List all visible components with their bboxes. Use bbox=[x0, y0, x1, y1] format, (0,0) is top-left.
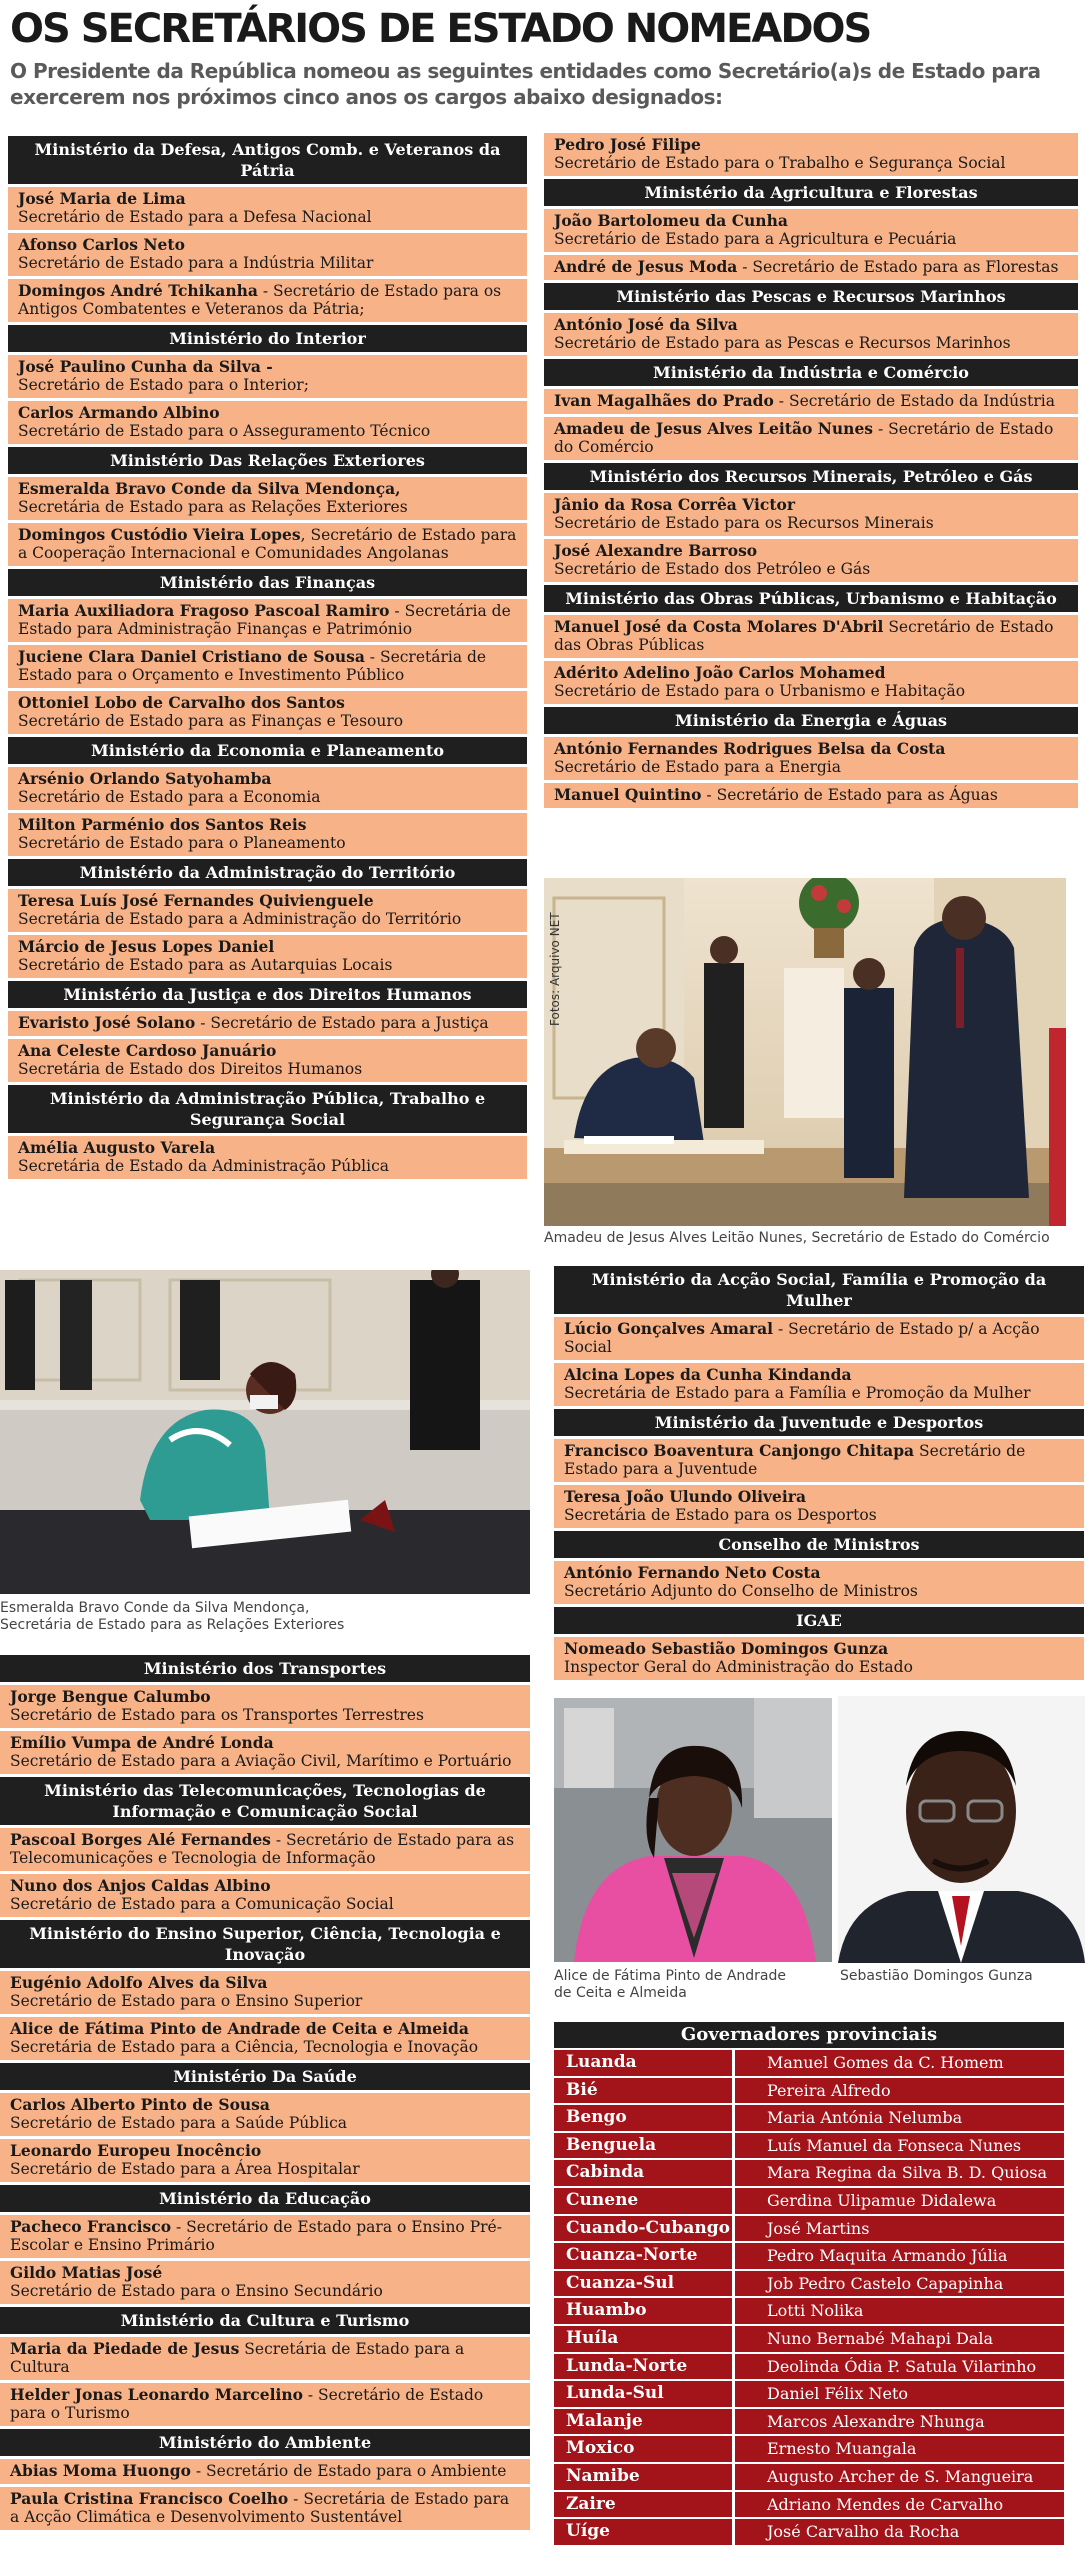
appointee-entry bbox=[8, 477, 527, 520]
photo3-caption: Alice de Fátima Pinto de Andrade de Ceita e Almeida bbox=[554, 1968, 786, 2001]
appointee-role: Inspector Geral do Administração do Estado bbox=[564, 1658, 913, 1676]
appointee-role: Secretário de Estado para a Defesa Nacional bbox=[18, 208, 372, 226]
appointee-role: Secretário de Estado para as Pescas e Recursos Marinhos bbox=[554, 334, 1011, 352]
appointee-entry bbox=[544, 389, 1078, 414]
appointee-role: Secretário de Estado para a Aviação Civil, Marítimo e Portuário bbox=[10, 1752, 512, 1770]
appointee-entry bbox=[544, 209, 1078, 252]
ministry-header: Ministério Das Relações Exteriores bbox=[8, 447, 527, 474]
appointee-name: António Fernandes Rodrigues Belsa da Costa bbox=[554, 739, 946, 758]
photo-amadeu-signing bbox=[544, 878, 1066, 1226]
appointee-role: Secretário de Estado para a Indústria Militar bbox=[18, 254, 374, 272]
appointee-role: Secretário de Estado para o Urbanismo e Habitação bbox=[554, 682, 966, 700]
ministry-header: Ministério da Economia e Planeamento bbox=[8, 737, 527, 764]
appointee-entry bbox=[554, 1485, 1084, 1528]
appointee-name: Pascoal Borges Alé Fernandes bbox=[10, 1830, 271, 1849]
governor-row bbox=[554, 2492, 1064, 2518]
ministry-header: Ministério das Obras Públicas, Urbanismo e Habitação bbox=[544, 585, 1078, 612]
appointee-name: Carlos Armando Albino bbox=[18, 403, 220, 422]
appointee-entry bbox=[8, 889, 527, 932]
appointee-name: Jorge Bengue Calumbo bbox=[10, 1687, 211, 1706]
column-right-top bbox=[544, 130, 1078, 811]
appointee-name: Domingos Custódio Vieira Lopes bbox=[18, 525, 301, 544]
appointee-name: Nuno dos Anjos Caldas Albino bbox=[10, 1876, 271, 1895]
appointee-role: , Secretário de Estado para a Cooperação Internacional e Comunidades Angolanas bbox=[18, 526, 517, 562]
appointee-role: Secretário de Estado para o Asseguramento Técnico bbox=[18, 422, 431, 440]
appointee-entry bbox=[8, 935, 527, 978]
ministry-header: Ministério das Finanças bbox=[8, 569, 527, 596]
appointee-name: Evaristo José Solano bbox=[18, 1013, 196, 1032]
governor-name: Pedro Maquita Armando Júlia bbox=[735, 2243, 1064, 2269]
governor-name: Marcos Alexandre Nhunga bbox=[735, 2409, 1064, 2435]
appointee-entry bbox=[554, 1317, 1084, 1360]
photo-esmeralda-signing bbox=[0, 1270, 530, 1594]
appointee-entry bbox=[8, 813, 527, 856]
appointee-entry bbox=[8, 187, 527, 230]
appointee-role: - Secretário de Estado para as Telecomunicações e Tecnologia de Informação bbox=[10, 1831, 515, 1867]
appointee-role: Secretário de Estado para o Ensino Secundário bbox=[10, 2282, 383, 2300]
appointee-entry bbox=[544, 539, 1078, 582]
province-name: Namibe bbox=[554, 2464, 732, 2490]
appointee-entry bbox=[544, 493, 1078, 536]
appointee-role: - Secretário de Estado para as Águas bbox=[701, 786, 998, 804]
photo4-caption: Sebastião Domingos Gunza bbox=[840, 1968, 1033, 1984]
governor-row bbox=[554, 2519, 1064, 2545]
appointee-name: Alice de Fátima Pinto de Andrade de Ceita e Almeida bbox=[10, 2019, 469, 2038]
appointee-name: Ana Celeste Cardoso Januário bbox=[18, 1041, 277, 1060]
governor-row bbox=[554, 2243, 1064, 2269]
appointee-role: Secretário de Estado para a Área Hospitalar bbox=[10, 2160, 360, 2178]
appointee-entry bbox=[544, 661, 1078, 704]
appointee-entry bbox=[8, 1039, 527, 1082]
governor-name: Augusto Archer de S. Mangueira bbox=[735, 2464, 1064, 2490]
governor-row bbox=[554, 2409, 1064, 2435]
governor-name: Maria Antónia Nelumba bbox=[735, 2105, 1064, 2131]
appointee-name: José Maria de Lima bbox=[18, 189, 186, 208]
appointee-name: Ottoniel Lobo de Carvalho dos Santos bbox=[18, 693, 345, 712]
governor-row bbox=[554, 2271, 1064, 2297]
governor-row bbox=[554, 2216, 1064, 2242]
ministry-header: Ministério do Ambiente bbox=[0, 2429, 530, 2456]
photo2-caption: Esmeralda Bravo Conde da Silva Mendonça, Secretária de Estado para as Relações Exteriores bbox=[0, 1600, 345, 1633]
appointee-name: Esmeralda Bravo Conde da Silva Mendonça, bbox=[18, 479, 401, 498]
appointee-name: Eugénio Adolfo Alves da Silva bbox=[10, 1973, 268, 1992]
ministry-header: Ministério da Energia e Águas bbox=[544, 707, 1078, 734]
appointee-name: Alcina Lopes da Cunha Kindanda bbox=[564, 1365, 852, 1384]
governor-row bbox=[554, 2354, 1064, 2380]
appointee-entry bbox=[544, 133, 1078, 176]
appointee-name: Paula Cristina Francisco Coelho bbox=[10, 2489, 289, 2508]
appointee-entry bbox=[554, 1561, 1084, 1604]
ministry-header: Ministério Da Saúde bbox=[0, 2063, 530, 2090]
province-name: Zaire bbox=[554, 2492, 732, 2518]
appointee-role: Secretário de Estado para a Comunicação Social bbox=[10, 1895, 394, 1913]
ministry-header: Ministério da Cultura e Turismo bbox=[0, 2307, 530, 2334]
appointee-role: - Secretária de Estado para a Acção Climática e Desenvolvimento Sustentável bbox=[10, 2490, 510, 2526]
governor-row bbox=[554, 2464, 1064, 2490]
ministry-header: Ministério das Telecomunicações, Tecnologias de Informação e Comunicação Social bbox=[0, 1777, 530, 1825]
governor-name: Nuno Bernabé Mahapi Dala bbox=[735, 2326, 1064, 2352]
appointee-entry bbox=[0, 2459, 530, 2484]
governor-name: Pereira Alfredo bbox=[735, 2078, 1064, 2104]
appointee-role: Secretário Adjunto do Conselho de Ministros bbox=[564, 1582, 918, 1600]
governor-name: José Martins bbox=[735, 2216, 1064, 2242]
appointee-name: Carlos Alberto Pinto de Sousa bbox=[10, 2095, 270, 2114]
appointee-role: Secretário de Estado dos Petróleo e Gás bbox=[554, 560, 871, 578]
appointee-role: Secretária de Estado para a Administração do Território bbox=[18, 910, 462, 928]
column-left-bottom bbox=[0, 1652, 530, 2533]
appointee-role: - Secretária de Estado para o Orçamento e Investimento Público bbox=[18, 648, 487, 684]
appointee-name: José Alexandre Barroso bbox=[554, 541, 758, 560]
appointee-entry bbox=[0, 2261, 530, 2304]
province-name: Benguela bbox=[554, 2133, 732, 2159]
governors-table bbox=[554, 2022, 1064, 2545]
appointee-role: - Secretário de Estado p/ a Acção Social bbox=[564, 1320, 1040, 1356]
appointee-role: Secretário de Estado para os Recursos Minerais bbox=[554, 514, 934, 532]
governor-row bbox=[554, 2326, 1064, 2352]
appointee-name: Maria Auxiliadora Fragoso Pascoal Ramiro bbox=[18, 601, 390, 620]
governor-name: Job Pedro Castelo Capapinha bbox=[735, 2271, 1064, 2297]
appointee-role: Secretário de Estado para as Finanças e Tesouro bbox=[18, 712, 404, 730]
appointee-entry bbox=[0, 2139, 530, 2182]
appointee-role: - Secretário de Estado do Comércio bbox=[554, 420, 1054, 456]
intro-text: O Presidente da República nomeou as seguintes entidades como Secretário(a)s de Estado para exercerem nos próximos cinco anos os cargos abaixo designados: bbox=[10, 59, 1041, 109]
appointee-role: Secretária de Estado da Administração Pública bbox=[18, 1157, 389, 1175]
appointee-entry bbox=[544, 783, 1078, 808]
appointee-entry bbox=[0, 1731, 530, 1774]
appointee-entry bbox=[8, 279, 527, 322]
appointee-role: Secretário de Estado das Obras Públicas bbox=[554, 618, 1054, 654]
appointee-entry bbox=[0, 1971, 530, 2014]
appointee-role: - Secretário de Estado para o Ambiente bbox=[190, 2462, 507, 2480]
page-title: OS SECRETÁRIOS DE ESTADO NOMEADOS bbox=[10, 6, 871, 52]
appointee-name: Amélia Augusto Varela bbox=[18, 1138, 216, 1157]
appointee-entry bbox=[0, 2337, 530, 2380]
appointee-entry bbox=[8, 599, 527, 642]
appointee-entry bbox=[0, 2215, 530, 2258]
province-name: Malanje bbox=[554, 2409, 732, 2435]
appointee-role: - Secretário de Estado para as Florestas bbox=[737, 258, 1059, 276]
photo-credit: Fotos: Arquivo NET bbox=[548, 912, 562, 1026]
appointee-name: Teresa João Ulundo Oliveira bbox=[564, 1487, 807, 1506]
ministry-header: Ministério da Acção Social, Família e Promoção da Mulher bbox=[554, 1266, 1084, 1314]
province-name: Lunda-Sul bbox=[554, 2381, 732, 2407]
ministry-header: Ministério da Administração do Território bbox=[8, 859, 527, 886]
appointee-name: Ivan Magalhães do Prado bbox=[554, 391, 774, 410]
appointee-name: Abias Moma Huongo bbox=[10, 2461, 191, 2480]
appointee-name: José Paulino Cunha da Silva - bbox=[18, 357, 273, 376]
appointee-role: Secretária de Estado para a Cultura bbox=[10, 2340, 465, 2376]
province-name: Bengo bbox=[554, 2105, 732, 2131]
appointee-name: Amadeu de Jesus Alves Leitão Nunes bbox=[554, 419, 874, 438]
appointee-role: Secretário de Estado para o Ensino Superior bbox=[10, 1992, 363, 2010]
appointee-role: Secretário de Estado para as Autarquias Locais bbox=[18, 956, 393, 974]
appointee-role: Secretário de Estado para a Saúde Pública bbox=[10, 2114, 348, 2132]
appointee-role: - Secretário de Estado para o Turismo bbox=[10, 2386, 484, 2422]
governor-name: Daniel Félix Neto bbox=[735, 2381, 1064, 2407]
column-right-middle bbox=[554, 1263, 1084, 1683]
province-name: Lunda-Norte bbox=[554, 2354, 732, 2380]
appointee-entry bbox=[8, 355, 527, 398]
appointee-entry bbox=[8, 1136, 527, 1179]
appointee-role: - Secretário de Estado da Indústria bbox=[773, 392, 1055, 410]
governor-row bbox=[554, 2188, 1064, 2214]
appointee-name: Domingos André Tchikanha bbox=[18, 281, 258, 300]
appointee-name: António José da Silva bbox=[554, 315, 738, 334]
governor-name: Ernesto Muangala bbox=[735, 2436, 1064, 2462]
appointee-name: João Bartolomeu da Cunha bbox=[554, 211, 788, 230]
governor-name: Gerdina Ulipamue Didalewa bbox=[735, 2188, 1064, 2214]
appointee-name: Pedro José Filipe bbox=[554, 135, 701, 154]
appointee-role: Secretário de Estado para os Transportes Terrestres bbox=[10, 1706, 424, 1724]
ministry-header: Ministério da Indústria e Comércio bbox=[544, 359, 1078, 386]
appointee-role: - Secretária de Estado para Administração Finanças e Património bbox=[18, 602, 511, 638]
appointee-role: Secretário de Estado para a Juventude bbox=[564, 1442, 1026, 1478]
appointee-entry bbox=[8, 691, 527, 734]
appointee-name: Afonso Carlos Neto bbox=[18, 235, 185, 254]
ministry-header: IGAE bbox=[554, 1607, 1084, 1634]
governors-title: Governadores provinciais bbox=[554, 2022, 1064, 2048]
appointee-entry bbox=[0, 1828, 530, 1871]
ministry-header: Ministério do Ensino Superior, Ciência, Tecnologia e Inovação bbox=[0, 1920, 530, 1968]
ministry-header: Ministério da Agricultura e Florestas bbox=[544, 179, 1078, 206]
appointee-role: Secretária de Estado para a Ciência, Tecnologia e Inovação bbox=[10, 2038, 479, 2056]
appointee-entry bbox=[544, 737, 1078, 780]
ministry-header: Conselho de Ministros bbox=[554, 1531, 1084, 1558]
ministry-header: Ministério da Justiça e dos Direitos Humanos bbox=[8, 981, 527, 1008]
ministry-header: Ministério da Juventude e Desportos bbox=[554, 1409, 1084, 1436]
appointee-role: Secretária de Estado para os Desportos bbox=[564, 1506, 877, 1524]
province-name: Cuanza-Sul bbox=[554, 2271, 732, 2297]
province-name: Huambo bbox=[554, 2298, 732, 2324]
governor-name: Deolinda Ódia P. Satula Vilarinho bbox=[735, 2354, 1064, 2380]
appointee-name: Gildo Matias José bbox=[10, 2263, 163, 2282]
appointee-role: - Secretário de Estado para os Antigos Combatentes e Veteranos da Pátria; bbox=[18, 282, 502, 318]
appointee-name: Emílio Vumpa de André Londa bbox=[10, 1733, 274, 1752]
appointee-role: Secretário de Estado para o Interior; bbox=[18, 376, 309, 394]
appointee-entry bbox=[0, 2017, 530, 2060]
governors-rows bbox=[554, 2050, 1064, 2545]
appointee-role: Secretário de Estado para a Agricultura e Pecuária bbox=[554, 230, 957, 248]
appointee-role: Secretário de Estado para o Planeamento bbox=[18, 834, 346, 852]
photo1-caption: Amadeu de Jesus Alves Leitão Nunes, Secretário de Estado do Comércio bbox=[544, 1230, 1050, 1246]
province-name: Moxico bbox=[554, 2436, 732, 2462]
appointee-name: Maria da Piedade de Jesus bbox=[10, 2339, 240, 2358]
appointee-name: Francisco Boaventura Canjongo Chitapa bbox=[564, 1441, 915, 1460]
appointee-entry bbox=[8, 523, 527, 566]
province-name: Cabinda bbox=[554, 2160, 732, 2186]
governor-row bbox=[554, 2381, 1064, 2407]
appointee-name: Manuel José da Costa Molares D'Abril bbox=[554, 617, 884, 636]
appointee-entry bbox=[8, 645, 527, 688]
appointee-entry bbox=[0, 1874, 530, 1917]
appointee-role: Secretária de Estado para as Relações Exteriores bbox=[18, 498, 408, 516]
ministry-header: Ministério dos Recursos Minerais, Petróleo e Gás bbox=[544, 463, 1078, 490]
appointee-role: - Secretário de Estado para o Ensino Pré-Escolar e Ensino Primário bbox=[10, 2218, 502, 2254]
appointee-entry bbox=[554, 1363, 1084, 1406]
ministry-header: Ministério da Defesa, Antigos Comb. e Veteranos da Pátria bbox=[8, 136, 527, 184]
appointee-name: Jânio da Rosa Corrêa Victor bbox=[554, 495, 795, 514]
appointee-name: Adérito Adelino João Carlos Mohamed bbox=[554, 663, 886, 682]
governor-row bbox=[554, 2298, 1064, 2324]
appointee-entry bbox=[544, 313, 1078, 356]
appointee-entry bbox=[8, 1011, 527, 1036]
governor-name: Lotti Nolika bbox=[735, 2298, 1064, 2324]
appointee-name: Milton Parménio dos Santos Reis bbox=[18, 815, 307, 834]
governor-name: Mara Regina da Silva B. D. Quiosa bbox=[735, 2160, 1064, 2186]
appointee-entry bbox=[544, 255, 1078, 280]
governor-row bbox=[554, 2160, 1064, 2186]
appointee-name: Teresa Luís José Fernandes Quivienguele bbox=[18, 891, 374, 910]
appointee-name: António Fernando Neto Costa bbox=[564, 1563, 821, 1582]
appointee-name: André de Jesus Moda bbox=[554, 257, 738, 276]
appointee-name: Pacheco Francisco bbox=[10, 2217, 172, 2236]
ministry-header: Ministério dos Transportes bbox=[0, 1655, 530, 1682]
appointee-entry bbox=[544, 417, 1078, 460]
photo-alice bbox=[554, 1698, 832, 1962]
appointee-role: Secretária de Estado para a Família e Promoção da Mulher bbox=[564, 1384, 1031, 1402]
appointee-role: - Secretário de Estado para a Justiça bbox=[195, 1014, 489, 1032]
appointee-entry bbox=[8, 401, 527, 444]
appointee-entry bbox=[8, 233, 527, 276]
province-name: Cuanza-Norte bbox=[554, 2243, 732, 2269]
appointee-entry bbox=[0, 1685, 530, 1728]
photo-sebastiao bbox=[838, 1696, 1085, 1963]
governor-name: Luís Manuel da Fonseca Nunes bbox=[735, 2133, 1064, 2159]
appointee-role: Secretária de Estado dos Direitos Humanos bbox=[18, 1060, 363, 1078]
appointee-name: Lúcio Gonçalves Amaral bbox=[564, 1319, 774, 1338]
appointee-entry bbox=[0, 2487, 530, 2530]
province-name: Huíla bbox=[554, 2326, 732, 2352]
appointee-name: Arsénio Orlando Satyohamba bbox=[18, 769, 272, 788]
governor-name: José Carvalho da Rocha bbox=[735, 2519, 1064, 2545]
appointee-entry bbox=[544, 615, 1078, 658]
ministry-header: Ministério do Interior bbox=[8, 325, 527, 352]
ministry-header: Ministério da Administração Pública, Trabalho e Segurança Social bbox=[8, 1085, 527, 1133]
province-name: Cuando-Cubango bbox=[554, 2216, 732, 2242]
governor-row bbox=[554, 2050, 1064, 2076]
ministry-header: Ministério da Educação bbox=[0, 2185, 530, 2212]
appointee-role: Secretário de Estado para a Energia bbox=[554, 758, 841, 776]
governor-name: Adriano Mendes de Carvalho bbox=[735, 2492, 1064, 2518]
appointee-name: Manuel Quintino bbox=[554, 785, 702, 804]
province-name: Cunene bbox=[554, 2188, 732, 2214]
province-name: Luanda bbox=[554, 2050, 732, 2076]
appointee-name: Leonardo Europeu Inocêncio bbox=[10, 2141, 262, 2160]
appointee-name: Márcio de Jesus Lopes Daniel bbox=[18, 937, 275, 956]
province-name: Bié bbox=[554, 2078, 732, 2104]
appointee-name: Juciene Clara Daniel Cristiano de Sousa bbox=[18, 647, 365, 666]
appointee-name: Helder Jonas Leonardo Marcelino bbox=[10, 2385, 303, 2404]
province-name: Uíge bbox=[554, 2519, 732, 2545]
appointee-entry bbox=[554, 1637, 1084, 1680]
ministry-header: Ministério das Pescas e Recursos Marinhos bbox=[544, 283, 1078, 310]
appointee-role: Secretário de Estado para a Economia bbox=[18, 788, 321, 806]
appointee-entry bbox=[554, 1439, 1084, 1482]
appointee-name: Nomeado Sebastião Domingos Gunza bbox=[564, 1639, 889, 1658]
governor-name: Manuel Gomes da C. Homem bbox=[735, 2050, 1064, 2076]
appointee-entry bbox=[8, 767, 527, 810]
appointee-role: Secretário de Estado para o Trabalho e Segurança Social bbox=[554, 154, 1006, 172]
column-left-top bbox=[8, 133, 527, 1182]
governor-row bbox=[554, 2436, 1064, 2462]
governor-row bbox=[554, 2105, 1064, 2131]
governor-row bbox=[554, 2133, 1064, 2159]
governor-row bbox=[554, 2078, 1064, 2104]
appointee-entry bbox=[0, 2093, 530, 2136]
appointee-entry bbox=[0, 2383, 530, 2426]
